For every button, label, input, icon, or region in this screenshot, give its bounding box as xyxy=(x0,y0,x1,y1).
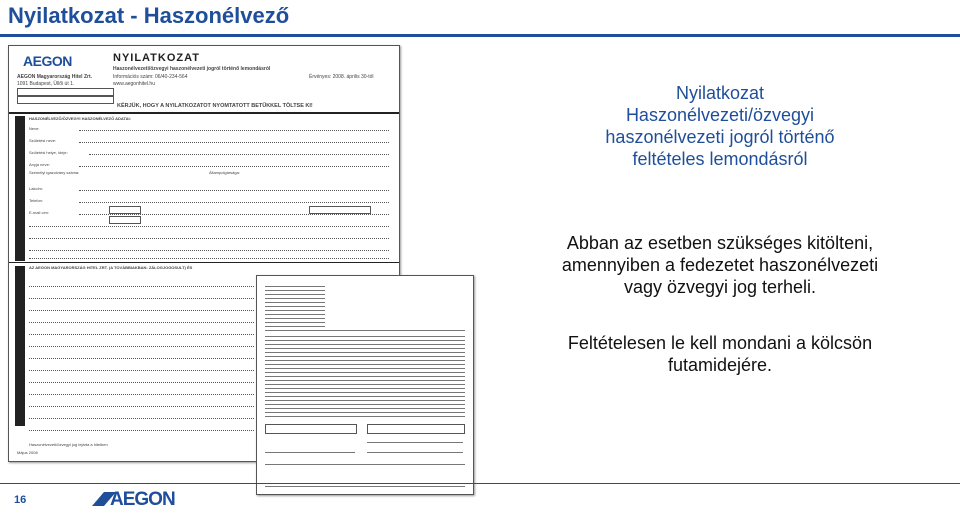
form-dotline xyxy=(29,286,254,287)
form-field-1: Neve: xyxy=(29,126,40,131)
form-dotline xyxy=(89,154,389,155)
form-section2: AZ AEGON MAGYARORSZÁG HITEL ZRT. (A TOVÁBBIAKBAN: ZÁLOGJOGOSULT) ÉS xyxy=(29,265,193,270)
paragraph2-line-2: futamidejére. xyxy=(667,355,773,375)
form-dotline xyxy=(29,310,254,311)
form2-line xyxy=(265,404,465,405)
title-divider xyxy=(0,34,960,37)
form2-line xyxy=(265,352,465,353)
form-field-9: E-mail cím: xyxy=(29,210,49,215)
footer-logo-text: AEGON xyxy=(110,489,175,510)
form-dotline xyxy=(79,214,389,215)
form-dotline xyxy=(29,382,254,383)
form-dotline xyxy=(29,298,254,299)
form2-line xyxy=(265,302,325,303)
form-box xyxy=(109,216,141,224)
form-dotline xyxy=(79,190,389,191)
form-field-4: Anyja neve: xyxy=(29,162,50,167)
form-section-rule xyxy=(9,112,399,114)
form-field-6: Állampolgársága: xyxy=(209,170,240,175)
right-heading xyxy=(500,82,940,170)
form2-line xyxy=(265,396,465,397)
right-heading-line-3: haszonélvezeti jogról történő xyxy=(605,127,835,147)
form2-line xyxy=(265,408,465,409)
form-date: Érvényes: 2008. április 30-tól xyxy=(309,74,374,80)
form-header-box xyxy=(17,88,114,96)
form-dotline xyxy=(29,406,254,407)
form-dotline xyxy=(29,238,389,239)
form-footer-label: Haszonélvezeti/özvegyi jog lejárta a hitelben xyxy=(29,442,108,447)
form-field-7: Lakcím: xyxy=(29,186,44,191)
form-side-strip-2 xyxy=(15,266,25,426)
form2-line xyxy=(265,392,465,393)
form2-line xyxy=(265,344,465,345)
right-heading-line-2: Haszonélvezeti/özvegyi xyxy=(625,105,815,125)
form-subheading: Haszonélvezeti/özvegyi haszonélvezeti jogról történő lemondásról xyxy=(113,66,271,72)
page-number: 16 xyxy=(14,494,27,506)
form2-line xyxy=(265,486,465,487)
form-field-5: Személyi igazolvány száma: xyxy=(29,170,80,175)
form-dotline xyxy=(29,250,389,251)
form2-line xyxy=(367,442,463,443)
form2-line xyxy=(265,416,465,417)
form-page-2-image xyxy=(256,275,474,495)
form-dotline xyxy=(79,166,389,167)
form2-line xyxy=(265,376,465,377)
form2-line xyxy=(265,364,465,365)
right-heading-line-4: feltételes lemondásról xyxy=(632,149,808,169)
form2-line xyxy=(265,412,465,413)
form2-line xyxy=(265,368,465,369)
form2-line xyxy=(265,322,325,323)
form-rule xyxy=(9,262,399,263)
form-dotline xyxy=(79,130,389,131)
form-header-box-2 xyxy=(17,96,114,104)
form2-line xyxy=(265,400,465,401)
form2-line xyxy=(265,384,465,385)
form2-box xyxy=(265,424,357,434)
form-field-8: Telefon: xyxy=(29,198,44,203)
form2-line xyxy=(265,310,325,311)
paragraph2-line-1: Feltételesen le kell mondani a kölcsön xyxy=(567,333,873,353)
form2-line xyxy=(265,330,465,331)
paragraph1-line-1: Abban az esetben szükséges kitölteni, xyxy=(566,233,874,253)
form2-line xyxy=(367,452,463,453)
form2-line xyxy=(265,360,465,361)
form-field-2: Születési neve: xyxy=(29,138,57,143)
form-section1: HASZONÉLVEZŐ/ÖZVEGYI HASZONÉLVEZŐ ADATAI: xyxy=(29,116,132,121)
form-dotline xyxy=(29,346,254,347)
form2-line xyxy=(265,388,465,389)
form2-line xyxy=(265,380,465,381)
form2-line xyxy=(265,314,325,315)
form-dotline xyxy=(29,370,254,371)
form-field-3: Születési helye, ideje: xyxy=(29,150,68,155)
form2-line xyxy=(265,336,465,337)
form-dotline xyxy=(29,394,254,395)
form-instruction: KÉRJÜK, HOGY A NYILATKOZATOT NYOMTATOTT BETŰKKEL TÖLTSE KI! xyxy=(117,103,313,109)
form-logo: AEGON xyxy=(23,53,72,69)
form-dotline xyxy=(29,322,254,323)
form2-line xyxy=(265,298,325,299)
form2-line xyxy=(265,290,325,291)
form2-line xyxy=(265,318,325,319)
form-box xyxy=(309,206,371,214)
right-heading-line-1: Nyilatkozat xyxy=(675,83,765,103)
form2-line xyxy=(265,340,465,341)
form-box xyxy=(109,206,141,214)
form-doc-date: Május 2008 xyxy=(17,450,38,455)
form-dotline xyxy=(79,202,389,203)
form-dotline xyxy=(29,258,389,259)
form-side-strip-1 xyxy=(15,116,25,261)
form-dotline xyxy=(79,142,389,143)
form-dotline xyxy=(29,226,389,227)
right-paragraph-2 xyxy=(500,332,940,376)
form-dotline xyxy=(29,418,254,419)
form2-line xyxy=(265,372,465,373)
form-dotline xyxy=(29,430,254,431)
form2-line xyxy=(265,348,465,349)
form2-line xyxy=(265,306,325,307)
form2-line xyxy=(265,464,465,465)
form2-line xyxy=(265,452,355,453)
paragraph1-line-3: vagy özvegyi jog terheli. xyxy=(623,277,817,297)
slide-title: Nyilatkozat - Haszonélvező xyxy=(8,3,290,28)
form2-box xyxy=(367,424,465,434)
form-company: AEGON Magyarország Hitel Zrt. xyxy=(17,74,93,80)
form-info: Információs szám: 06/40-234-564 xyxy=(113,74,188,80)
form2-line xyxy=(265,294,325,295)
paragraph1-line-2: amennyiben a fedezetet haszonélvezeti xyxy=(561,255,879,275)
right-paragraph-1 xyxy=(500,232,940,298)
form-dotline xyxy=(29,334,254,335)
form2-line xyxy=(265,356,465,357)
form-dotline xyxy=(29,358,254,359)
form-address: 1091 Budapest, Üllői út 1. xyxy=(17,81,75,87)
form2-line xyxy=(265,326,325,327)
form-web: www.aegonhitel.hu xyxy=(113,81,155,87)
form-heading: NYILATKOZAT xyxy=(113,52,200,64)
form2-line xyxy=(265,286,325,287)
footer-divider xyxy=(0,483,960,484)
